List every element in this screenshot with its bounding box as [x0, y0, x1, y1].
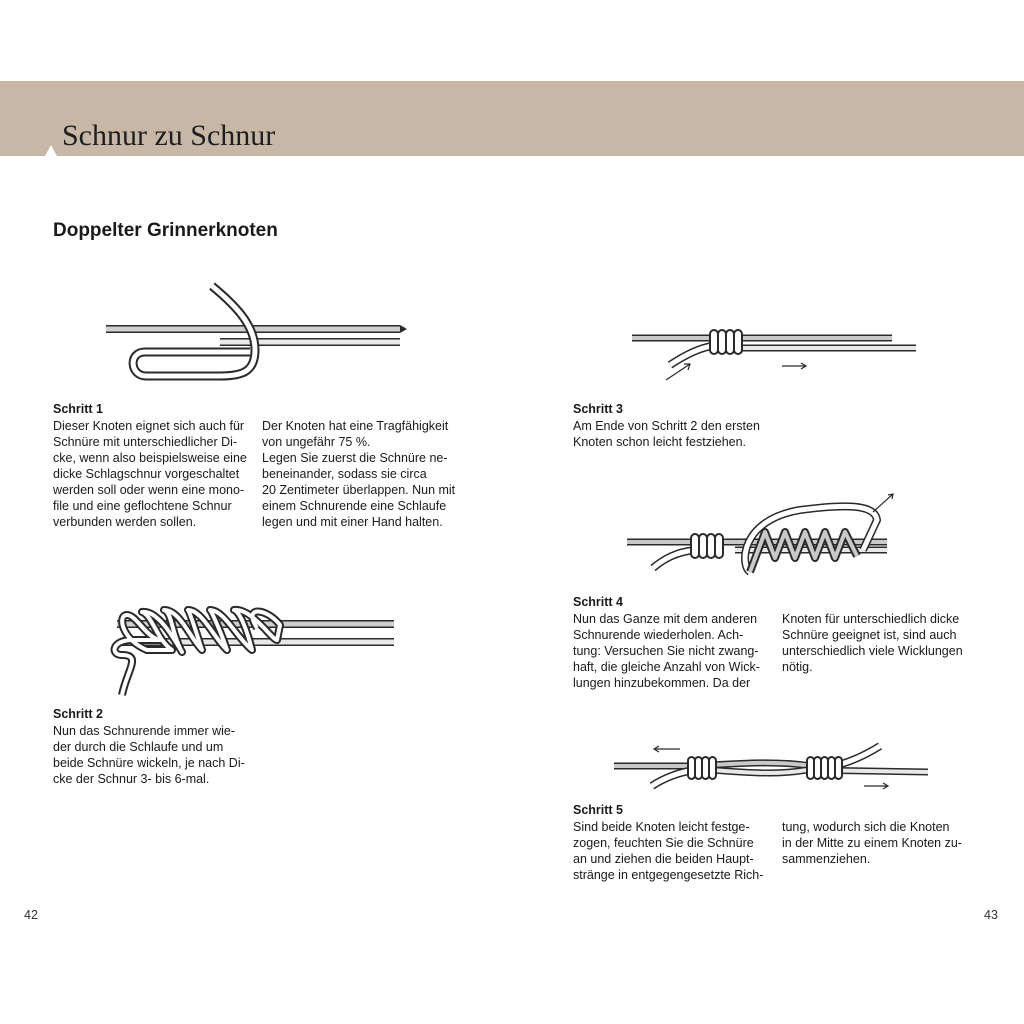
step-4-text-col-1: Nun das Ganze mit dem anderen Schnurende wiederholen. Ach- tung: Versuchen Sie nicht zwang- haft, die gleiche Anzahl von Wick- lungen hinzubekommen. Da der	[573, 612, 760, 690]
line-end-1	[400, 325, 407, 333]
arrow-3a	[666, 364, 690, 380]
step-5-illustration	[612, 740, 932, 790]
step-3-heading: Schritt 3	[573, 402, 624, 416]
coils-5b	[807, 757, 842, 779]
step-4-illustration	[625, 490, 920, 585]
step-5-heading: Schritt 5	[573, 803, 624, 817]
step-3-text: Am Ende von Schritt 2 den ersten Knoten schon leicht festziehen.	[573, 419, 760, 449]
step-1-heading: Schritt 1	[53, 402, 104, 416]
step-3-illustration	[630, 320, 930, 390]
step-2-text: Nun das Schnurende immer wie- der durch die Schlaufe und um beide Schnüre wickeln, je nach Di- cke der Schnur 3- bis 6-mal.	[53, 724, 245, 786]
step-4-text-col-2: Knoten für unterschiedlich dicke Schnüre geeignet ist, sind auch unterschiedlich viele Wicklungen nötig.	[782, 612, 963, 674]
chapter-title: Schnur zu Schnur	[62, 119, 276, 152]
arrow-3b	[782, 363, 806, 369]
step-2-heading: Schritt 2	[53, 707, 104, 721]
step-5-text-col-1: Sind beide Knoten leicht festge- zogen, feuchten Sie die Schnüre an und ziehen die beiden Haupt- stränge in entgegengesetzte Rich-	[573, 820, 764, 882]
arrow-5a	[654, 746, 680, 752]
coils-3	[710, 330, 742, 354]
arrow-4	[873, 494, 893, 512]
step-1-text-col-1: Dieser Knoten eignet sich auch für Schnüre mit unterschiedlicher Di- cke, wenn also beispielsweise eine dicke Schlagschnur vorgeschaltet werden soll oder wenn eine mono- file und eine geflochtene Schnur verbunden werden sollen.	[53, 419, 247, 529]
page-number-left: 42	[24, 908, 38, 922]
coils-5a	[688, 757, 716, 779]
step-1-illustration	[100, 280, 410, 390]
page-number-right: 43	[984, 908, 998, 922]
coils-4a	[691, 534, 723, 558]
banner-notch	[45, 145, 57, 156]
step-1-text-col-2: Der Knoten hat eine Tragfähigkeit von ungefähr 75 %. Legen Sie zuerst die Schnüre ne- beneinander, sodass sie circa 20 Zentimeter überlappen. Nun mit einem Schnurende eine Schlaufe legen und mit einer Hand halten.	[262, 419, 456, 529]
step-2-illustration	[102, 600, 402, 700]
step-5-text-col-2: tung, wodurch sich die Knoten in der Mitte zu einem Knoten zu- sammenziehen.	[782, 820, 962, 866]
arrow-5b	[864, 783, 888, 789]
step-4-heading: Schritt 4	[573, 595, 624, 609]
section-title: Doppelter Grinnerknoten	[53, 220, 278, 241]
